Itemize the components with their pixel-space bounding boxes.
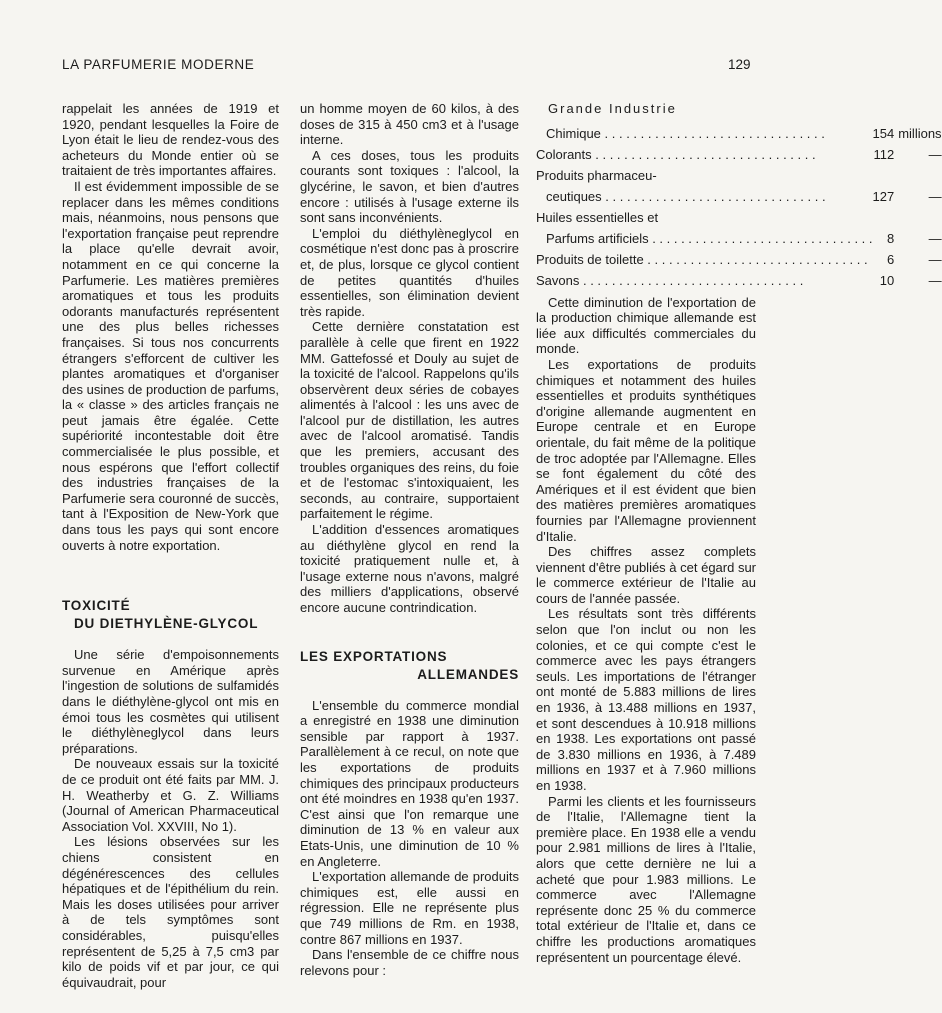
paragraph: Il est évidemment impossible de se replacer dans les mêmes conditions mais, néanmoins, nous pensons que l'exportation française peut reprendre la place qu'elle devrait avoir, notamment en ce qui concerne la Parfumerie. Les matières premières aromatiques et tous les produits odorants manufacturés représentent une des plus belles richesses françaises. Si tous nos concurrents étrangers s'efforcent de cultiver les plantes aromatiques et d'organiser des usines de production de parfums, la « classe » des articles français ne peut jamais être égalée. Cette supériorité incontestable doit être commercialisée le plus possible, et nous espérons que l'effort collectif des industries françaises de la Parfumerie sera couronné de succès, tant à l'Exposition de New-York que dans tous les pays qui sont encore ouverts à notre exportation. [62, 178, 279, 553]
paragraph: Les résultats sont très différents selon que l'on inclut ou non les colonies, et ce qui compte c'est le commerce avec les pays étrangers seuls. Les importations de l'étranger ont monté de 5.883 millions de lires en 1936, à 13.488 millions en 1937, et sont descendues à 10.918 millions en 1938. Les exportations ont passé de 3.830 millions en 1936, à 7.489 millions en 1937 et à 7.960 millions en 1938. [536, 606, 756, 793]
stats-unit: — [928, 189, 942, 204]
stats-unit: — [928, 147, 942, 162]
paragraph: Cette diminution de l'exportation de la production chimique allemande est liée aux difficultés commerciales du monde. [536, 294, 756, 357]
stats-row [536, 226, 942, 247]
paragraph: De nouveaux essais sur la toxicité de ce produit ont été faits par MM. J. H. Weatherby et G. Z. Williams (Journal of American Pharmaceutical Association Vol. XXVIII, No 1). [62, 756, 279, 834]
stats-label: Parfums artificiels . . . [536, 226, 873, 247]
paragraph: Dans l'ensemble de ce chiffre nous relevons pour : [300, 947, 519, 978]
stats-intro: Grande Industrie [548, 101, 677, 116]
export-stats-table [536, 121, 942, 289]
stats-label: Colorants . . . [536, 142, 873, 163]
heading-line: DU DIETHYLÈNE-GLYCOL [74, 616, 259, 632]
section-heading-toxicite [62, 597, 279, 633]
stats-value: 112 [873, 147, 895, 162]
paragraph: Cette dernière constatation est parallèle à celle que firent en 1922 MM. Gattefossé et Douly au sujet de la toxicité de l'alcool. Rappelons qu'ils observèrent deux séries de cobayes alimentés à l'alcool : les uns avec de l'alcool pur de distillation, les autres avec de l'alcool aromatisé. Tandis que les premiers, accusant des troubles organiques des reins, du foie et de l'estomac s'intoxiquaient, les seconds, au contraire, supportaient parfaitement le régime. [300, 319, 519, 522]
column-1 [62, 101, 279, 990]
paragraph: rappelait les années de 1919 et 1920, pendant lesquelles la Foire de Lyon était le lieu de rendez-vous des acheteurs du Monde entier où se traitaient de très importantes affaires. [62, 101, 279, 179]
paragraph: Parmi les clients et les fournisseurs de l'Italie, l'Allemagne tient la première place. En 1938 elle a vendu pour 2.981 millions de lires à l'Italie, alors que cette dernière ne lui a acheté que pour 1.983 millions. Le commerce avec l'Allemagne représente donc 25 % du commerce total extérieur de l'Italie et, dans ce chiffre les productions aromatiques représentent un pourcentage élevé. [536, 793, 756, 965]
stats-label: Chimique . . . [536, 121, 873, 142]
stats-value: 10 [879, 273, 895, 288]
paragraph: Des chiffres assez complets viennent d'être publiés à cet égard sur le commerce extérieur de l'Italie au cours de l'année passée. [536, 544, 757, 606]
stats-row [536, 142, 942, 163]
running-header-title: LA PARFUMERIE MODERNE [62, 57, 255, 72]
heading-line: TOXICITÉ [62, 598, 131, 614]
paragraph: L'addition d'essences aromatiques au diéthylène glycol en rend la toxicité pratiquement nulle et, à l'usage externe nous n'avons, malgré des milliers d'applications, observé encore aucune contrindication. [300, 522, 519, 615]
column-3 [536, 101, 942, 965]
stats-row [536, 268, 942, 289]
stats-unit: — [928, 231, 942, 246]
paragraph: L'emploi du diéthylèneglycol en cosmétique n'est donc pas à proscrire et, de plus, lorsque ce glycol contient de petites quantités d'huiles essentielles, son élimination devient très rapide. [300, 225, 519, 319]
stats-label: Savons . . . [536, 268, 873, 289]
page-number: 129 [728, 57, 751, 72]
stats-unit: — [928, 273, 942, 288]
stats-label: Produits de toilette . . . [536, 247, 873, 268]
paragraph: L'ensemble du commerce mondial a enregistré en 1938 une diminution sensible par rapport à 1937. Parallèlement à ce recul, on note que les exportations de produits chimiques des principaux producteurs ont été moindres en 1938 qu'en 1937. C'est ainsi que l'on remarque une diminution de 13 % en valeur aux Etats-Unis, une diminution de 10 % en Angleterre. [300, 697, 519, 869]
paragraph: Les lésions observées sur les chiens consistent en dégénérescences des cellules hépatiques et de l'épithélium du rein. Mais les doses utilisées pour arriver à de tels symptômes sont considérables, puisqu'elles représentent de 5,25 à 7,5 cm3 par kilo de poids vif et par jour, ce qui équivaudrait, pour [62, 834, 279, 990]
column-2 [300, 101, 519, 978]
heading-line: ALLEMANDES [417, 666, 519, 682]
heading-line: LES EXPORTATIONS [300, 648, 448, 664]
stats-unit: — [928, 252, 942, 267]
paragraph: Une série d'empoisonnements survenue en Amérique après l'ingestion de solutions de sulfamidés dans le diéthylène-glycol ont mis en émoi tous les cosmètes qui utilisent le diéthylèneglycol dans leurs préparations. [62, 647, 279, 756]
paragraph: Les exportations de produits chimiques et notamment des huiles essentielles et produits synthétiques d'origine allemande augmentent en Europe centrale et en Europe orientale, du fait même de la politique de troc adoptée par l'Allemagne. Elles se font également du côté des Amériques et il est évident que bien des matières premières aromatiques fournies par l'Allemagne proviennent d'Italie. [536, 356, 756, 544]
section-heading-exportations [300, 648, 519, 684]
stats-label: ceutiques . . . [536, 184, 873, 205]
stats-value: 6 [886, 252, 895, 267]
stats-unit: millions [898, 126, 942, 141]
stats-row [536, 247, 942, 268]
stats-label: Huiles essentielles et [536, 210, 659, 225]
paragraph: un homme moyen de 60 kilos, à des doses de 315 à 450 cm3 et à l'usage interne. [300, 101, 519, 148]
stats-value: 127 [872, 189, 895, 204]
stats-row [536, 121, 942, 142]
stats-value: 8 [886, 231, 895, 246]
paragraph: L'exportation allemande de produits chimiques est, elle aussi en régression. Elle ne représente plus que 749 millions de Rm. en 1938, contre 867 millions en 1937. [300, 869, 519, 947]
stats-row [536, 184, 942, 205]
stats-row [536, 163, 942, 184]
paragraph: A ces doses, tous les produits courants sont toxiques : l'alcool, la glycérine, le savon, et bien d'autres encore : utilisés à l'usage externe ils sont sans inconvénients. [300, 147, 519, 226]
stats-value: 154 [872, 126, 895, 141]
stats-row [536, 205, 942, 226]
stats-label: Produits pharmaceu- [536, 168, 657, 183]
